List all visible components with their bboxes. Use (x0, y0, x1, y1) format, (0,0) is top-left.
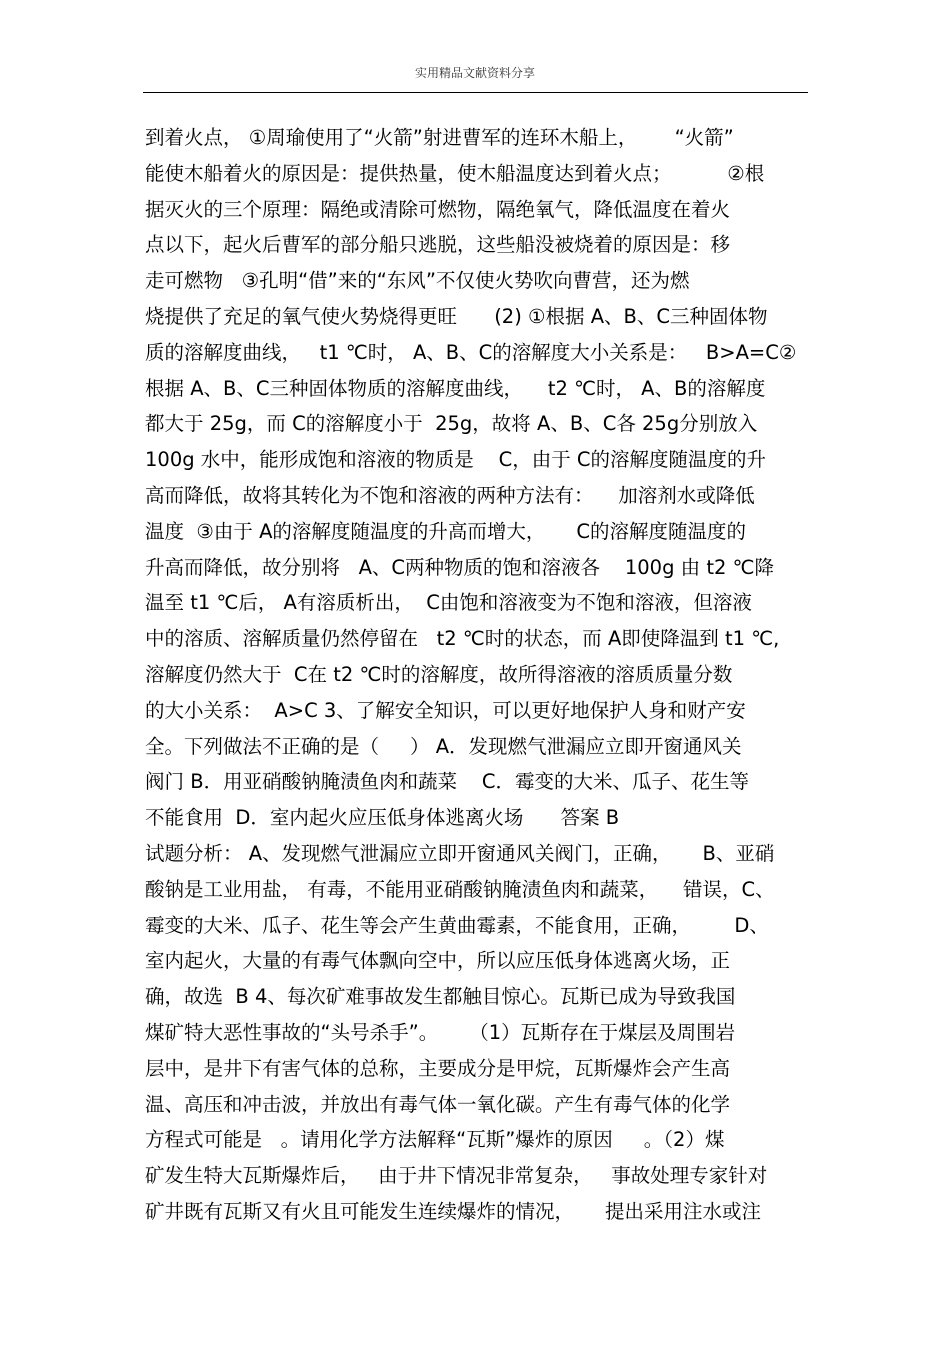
text-line: 矿发生特大瓦斯爆炸后， 由于井下情况非常复杂， 事故处理专家针对 (145, 1164, 768, 1188)
text-line: 霉变的大米、瓜子、花生等会产生黄曲霉素，不能食用，正确， D、 (145, 913, 769, 937)
text-line: 确，故选 B 4、每次矿难事故发生都触目惊心。瓦斯已成为导致我国 (145, 985, 736, 1009)
header-divider (143, 92, 808, 93)
text-line: 烧提供了充足的氧气使火势烧得更旺 (2) ①根据 A、B、C三种固体物 (145, 304, 768, 328)
text-line: 方程式可能是 。请用化学方法解释“瓦斯”爆炸的原因 。（2）煤 (145, 1128, 725, 1152)
text-line: 中的溶质、溶解质量仍然停留在 t2 ℃时的状态，而 A即使降温到 t1 ℃, (145, 627, 780, 651)
text-line: 全。下列做法不正确的是（ ） A．发现燃气泄漏应立即开窗通风关 (145, 734, 742, 758)
text-line: 室内起火，大量的有毒气体飘向空中，所以应压低身体逃离火场，正 (145, 949, 731, 973)
text-line: 质的溶解度曲线， t1 ℃时， A、B、C的溶解度大小关系是： B>A=C② (145, 340, 797, 364)
text-line: 据灭火的三个原理：隔绝或清除可燃物，隔绝氧气，降低温度在着火 (145, 197, 731, 221)
text-line: 点以下，起火后曹军的部分船只逃脱，这些船没被烧着的原因是：移 (145, 233, 731, 257)
text-line: 矿井既有瓦斯又有火且可能发生连续爆炸的情况， 提出采用注水或注 (145, 1199, 761, 1223)
text-line: 酸钠是工业用盐， 有毒，不能用亚硝酸钠腌渍鱼肉和蔬菜， 错误，C、 (145, 877, 775, 901)
body-text (145, 120, 815, 1230)
text-line: 100g 水中，能形成饱和溶液的物质是 C，由于 C的溶解度随温度的升 (145, 448, 767, 472)
text-line: 高而降低，故将其转化为不饱和溶液的两种方法有： 加溶剂水或降低 (145, 483, 755, 507)
text-line: 不能食用 D．室内起火应压低身体逃离火场 答案 B (145, 806, 620, 830)
text-line: 的大小关系： A>C 3、了解安全知识，可以更好地保护人身和财产安 (145, 698, 746, 722)
text-line: 都大于 25g，而 C的溶解度小于 25g，故将 A、B、C各 25g分别放入 (145, 412, 758, 436)
text-line: 温度 ③由于 A的溶解度随温度的升高而增大， C的溶解度随温度的 (145, 519, 747, 543)
page-header: 实用精品文献资料分享 (414, 66, 535, 80)
text-line: 试题分析： A、发现燃气泄漏应立即开窗通风关阀门，正确， B、亚硝 (145, 841, 775, 865)
text-line: 温、高压和冲击波，并放出有毒气体一氧化碳。产生有毒气体的化学 (145, 1092, 731, 1116)
text-line: 升高而降低，故分别将 A、C两种物质的饱和溶液各 100g 由 t2 ℃降 (145, 555, 774, 579)
text-line: 到着火点， ①周瑜使用了“火箭”射进曹军的连环木船上， “火箭” (145, 126, 734, 149)
text-line: 煤矿特大恶性事故的“头号杀手”。 （1）瓦斯存在于煤层及周围岩 (145, 1020, 736, 1044)
text-line: 温至 t1 ℃后， A有溶质析出， C由饱和溶液变为不饱和溶液，但溶液 (145, 591, 752, 615)
text-line: 溶解度仍然大于 C在 t2 ℃时的溶解度，故所得溶液的溶质质量分数 (145, 662, 733, 686)
text-line: 能使木船着火的原因是：提供热量，使木船温度达到着火点； ②根 (145, 161, 765, 185)
text-line: 根据 A、B、C三种固体物质的溶解度曲线， t2 ℃时， A、B的溶解度 (145, 376, 766, 400)
text-line: 层中，是井下有害气体的总称，主要成分是甲烷，瓦斯爆炸会产生高 (145, 1056, 731, 1080)
text-line: 阀门 B．用亚硝酸钠腌渍鱼肉和蔬菜 C．霉变的大米、瓜子、花生等 (145, 770, 749, 794)
text-line: 走可燃物 ③孔明“借”来的“东风”不仅使火势吹向曹营，还为燃 (145, 269, 690, 293)
